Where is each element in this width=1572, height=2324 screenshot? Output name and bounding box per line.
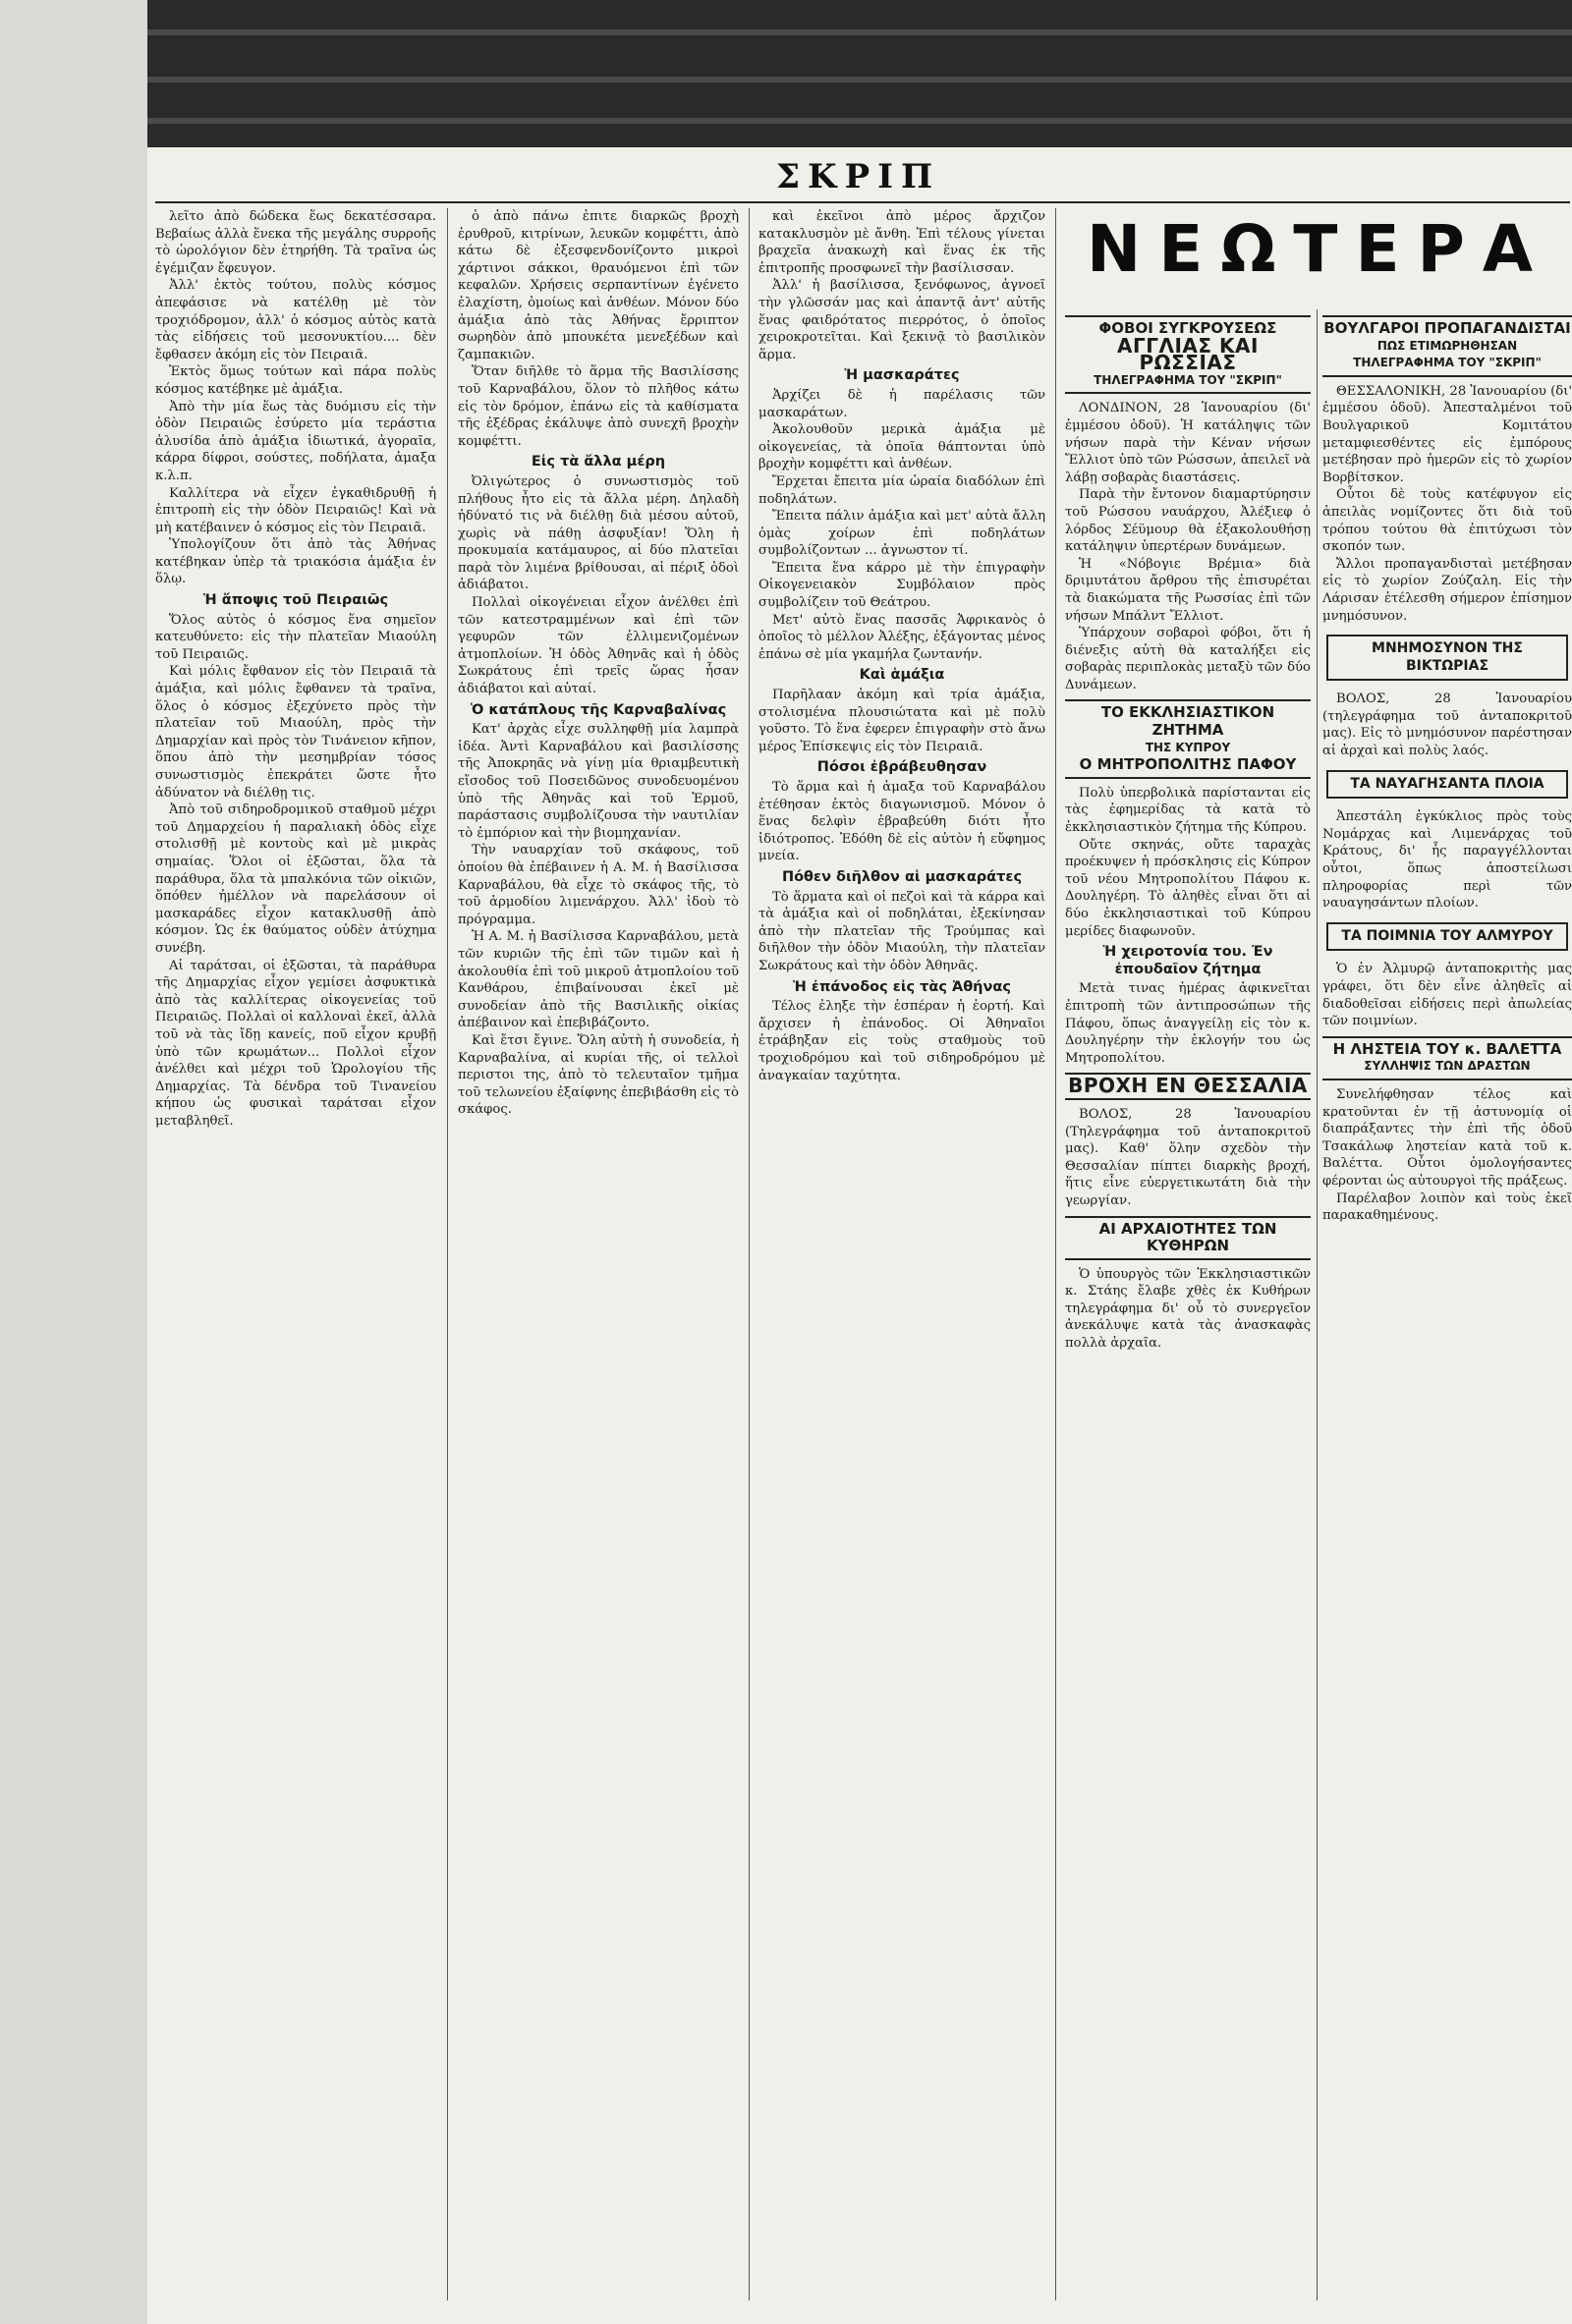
headline-block xyxy=(1065,699,1311,778)
paragraph: Οὔτε σκηνάς, οὔτε ταραχὰς προέκυψεν ἡ πρόσκλησις εἰς Κύπρον τοῦ νέου Μητροπολίτου Πάφου κ. Δουληγέρη. Τὸ ἀληθὲς εἶναι ὅτι αἱ δύο ἐκκλησιαστικαὶ τοῦ Κύπρου μερίδες διαφωνοῦν. xyxy=(1065,837,1311,939)
paragraph: Ἀλλ' ἡ βασίλισσα, ξενόφωνος, ἀγνοεῖ τὴν γλῶσσάν μας καὶ ἀπαντᾷ ἀντ' αὐτῆς ἕνας φαιδρότατος πιερρότος, ὁ ὁποῖος χειροκροτεῖται. Καὶ ξεκινᾷ τὸ βασιλικὸν ἅρμα. xyxy=(758,278,1045,362)
headline: ΤΑ ΝΑΥΑΓΗΣΑΝΤΑ ΠΛΟΙΑ xyxy=(1326,770,1568,800)
headline-block xyxy=(1065,315,1311,394)
headline: ΑΓΓΛΙΑΣ ΚΑΙ ΡΩΣΣΙΑΣ xyxy=(1117,333,1259,375)
paragraph: Κατ' ἀρχὰς εἶχε συλληφθῇ μία λαμπρὰ ἰδέα. Ἀντὶ Καρναβάλου καὶ βασιλίσσης τῆς Ἀποκρηᾶς νὰ γίνῃ μία θριαμβευτικὴ εἴσοδος τοῦ Ποσειδῶνος συνοδευομένου ὑπὸ τῆς Ἀθηνᾶς καὶ τοῦ Ἑρμοῦ, παράστασις συμβολίζουσα τὴν ναυτιλίαν τὸ ἐμπόριον καὶ τὴν βιομηχανίαν. xyxy=(458,722,739,841)
paragraph: Ἀπεστάλη ἐγκύκλιος πρὸς τοὺς Νομάρχας καὶ Λιμενάρχας τοῦ Κράτους, δι' ἧς παραγγέλλονται οὗτοι, ὅπως ἀποστείλωσι πληροφορίας περὶ τῶν ναυαγησάντων πλοίων. xyxy=(1322,809,1572,912)
section-heading: Ἡ χειροτονία του. Ἐν ἐπουδαῖον ζήτημα xyxy=(1102,944,1273,977)
paragraph: Ἔπειτα πάλιν ἁμάξια καὶ μετ' αὐτὰ ἄλλη ὁμὰς χοίρων ἐπὶ ποδηλάτων συμβολίζοντων ... ἀγνωστον τί. xyxy=(758,509,1045,559)
paragraph: Παρέλαβον λοιπὸν καὶ τοὺς ἐκεῖ παρακαθημένους. xyxy=(1322,1190,1572,1224)
headline: Ο ΜΗΤΡΟΠΟΛΙΤΗΣ ΠΑΦΟΥ xyxy=(1079,755,1297,774)
paragraph: ΛΟΝΔΙΝΟΝ, 28 Ἰανουαρίου (δι' ἐμμέσου ὁδοῦ). Ἡ κατάληψις τῶν νήσων παρὰ τὴν Κέναν νήσων Ἔλλιοτ ὑπὸ τῶν Ρώσσων, ἀπειλεῖ νὰ λάβῃ σοβαρὰς διαστάσεις. xyxy=(1065,401,1311,485)
masthead: ΣΚΡΙΠ xyxy=(776,157,941,196)
paragraph: Μετὰ τινας ἡμέρας ἀφικνεῖται ἐπιτροπὴ τῶν ἀντιπροσώπων τῆς Πάφου, ὅπως ἀναγγείλῃ εἰς τὸν κ. Δουληγέρην τὴν ἐκλογήν του ὡς Μητροπολίτου. xyxy=(1065,981,1311,1066)
paragraph: Ἄλλοι προπαγανδισταὶ μετέβησαν εἰς τὸ χωρίον Ζούζαλη. Εἰς τὴν Λάρισαν ἐτέλεσθη σήμερον ἐπίσημον μνημόσυνον. xyxy=(1322,556,1572,624)
headline: ΒΡΟΧΗ ΕΝ ΘΕΣΣΑΛΙΑ xyxy=(1068,1074,1308,1098)
telegram-label: ΤΗΛΕΓΡΑΦΗΜΑ ΤΟΥ "ΣΚΡΙΠ" xyxy=(1353,356,1542,370)
paragraph: Ἐκτὸς ὅμως τούτων καὶ πάρα πολὺς κόσμος κατέβηκε μὲ ἁμάξια. xyxy=(155,364,436,397)
masthead-rule xyxy=(155,201,1570,203)
section-heading: Ἡ ἄποψις τοῦ Πειραιῶς xyxy=(202,592,389,609)
paragraph: Ὁ ἐν Ἀλμυρῷ ἀνταποκριτὴς μας γράφει, ὅτι δὲν εἶνε ἀληθεῖς αἱ διαδοθεῖσαι εἰδήσεις περὶ ἀπωλείας τῶν ποιμνίων. xyxy=(1322,962,1572,1029)
paragraph: Ὅλος αὐτὸς ὁ κόσμος ἕνα σημεῖον κατευθύνετο: εἰς τὴν πλατεῖαν Μιαούλη τοῦ Πειραιῶς. xyxy=(155,612,436,662)
section-heading: Εἰς τὰ ἄλλα μέρη xyxy=(531,454,666,470)
section-heading: Πόθεν διῆλθον αἱ μασκαράτες xyxy=(781,868,1023,885)
paragraph: Αἱ ταράτσαι, οἱ ἐξῶσται, τὰ παράθυρα τῆς Δημαρχίας εἶχον γεμίσει ἀσφυκτικὰ ἀπὸ τὰς καλλίτερας οἰκογενείας τοῦ Πειραιῶς. Πολλαὶ οἱ καλλοναὶ ἐκεῖ, ἀλλὰ τοῦ νὰ τὰς ἴδῃ κανείς, ποῦ εἶχον κρυβῇ ὑπὸ τῶν κρωμάτων... Πολλοὶ εἶχον ἀνέλθει καὶ μέχρι τοῦ Ὡρολογίου τῆς Δημαρχίας. Τὰ δένδρα τοῦ Τινανείου κήπου ὡς φυσικαὶ ταράτσαι εἶχον μεταβληθεῖ. xyxy=(155,958,436,1129)
section-heading: Ὁ κατάπλους τῆς Καρναβαλίνας xyxy=(470,701,727,718)
section-heading: Πόσοι ἐβράβευθησαν xyxy=(816,759,987,776)
paragraph: Παρῆλααν ἀκόμη καὶ τρία ἁμάξια, στολισμένα πλουσιώτατα καὶ μὲ πολὺ γοῦστο. Τὸ ἕνα ἐφερεν ἐπιγραφὴν στὸ ἄνω μέρος Ἐπίσκεψις εἰς τὸν Πειραιᾶ. xyxy=(758,688,1045,754)
paragraph: Ὁ ὑπουργὸς τῶν Ἐκκλησιαστικῶν κ. Στάης ἔλαβε χθὲς ἐκ Κυθήρων τηλεγράφημα δι' οὗ τὸ συνεργεῖον ἀνεκάλυψε κατὰ τὰς ἀνασκαφὰς πολλὰ ἀρχαῖα. xyxy=(1065,1266,1311,1352)
headline-block xyxy=(1065,1073,1311,1100)
paragraph: Καὶ ἔτσι ἔγινε. Ὅλη αὐτὴ ἡ συνοδεία, ἡ Καρναβαλίνα, αἱ κυρίαι τῆς, οἱ τελλοὶ περιστοι της, ἀπὸ τὸ τελευταῖον τμῆμα τοῦ τελωνείου ἐξαίφνης ἐπεβιβάσθη εἰς τὸ σκάφος. xyxy=(458,1032,739,1118)
headline: ΠΩΣ ΕΤΙΜΩΡΗΘΗΣΑΝ xyxy=(1376,338,1518,353)
paragraph: ΘΕΣΣΑΛΟΝΙΚΗ, 28 Ἰανουαρίου (δι' ἐμμέσου ὁδοῦ). Ἀπεσταλμένοι τοῦ Βουλγαρικοῦ Κομιτάτου μεταμφιεσθέντες εἰς ἐμπόρους μετέβησαν πρὸ ἡμερῶν εἰς τὸ χωρίον Βορβίτσκον. xyxy=(1322,383,1572,485)
paragraph: Πολὺ ὑπερβολικὰ παρίστανται εἰς τὰς ἐφημερίδας τὰ κατὰ τὸ ἐκκλησιαστικὸν ζήτημα τῆς Κύπρου. xyxy=(1065,785,1311,836)
paragraph: καὶ ἐκεῖνοι ἀπὸ μέρος ἄρχιζον κατακλυσμὸν μὲ ἄνθη. Ἐπὶ τέλους γίνεται βραχεῖα ἀνακωχὴ καὶ ἕνας ἐκ τῆς ἐπιτροπῆς προσφωνεῖ τὴν βασίλισσαν. xyxy=(758,209,1045,276)
paragraph: Ἡ Α. Μ. ἡ Βασίλισσα Καρναβάλου, μετὰ τῶν κυριῶν τῆς ἐπὶ τῶν τιμῶν καὶ ἡ ἀκολουθία ἐπὶ τοῦ μικροῦ ἀτμοπλοίου τοῦ Κανθάρου, ἐπιβαίνουσαι ἐκεῖ μὲ συνοδείαν ἀπὸ τῆς Βασιλικῆς οἰκίας ἀπέβαινον καὶ ἐπεβιβάζοντο. xyxy=(458,929,739,1031)
paragraph: Παρὰ τὴν ἔντονον διαμαρτύρησιν τοῦ Ρώσσου ναυάρχου, Ἀλέξιεφ ὁ λόρδος Σέϋμουρ θὰ ἐξακολουθήσῃ κατάληψιν ὑπερτέρων δυνάμεων. xyxy=(1065,487,1311,555)
column-5 xyxy=(1322,309,1572,2300)
paragraph: ὁ ἀπὸ πάνω ἐπιτε διαρκῶς βροχὴ ἐρυθροῦ, κιτρίνων, λευκῶν κομφέττι, ἀπὸ κάτω δὲ ἐξεσφενδονίζοντο μικροὶ χάρτινοι σάκκοι, θραυόμενοι ἐπὶ τῶν κεφαλῶν. Χρήσεις σερπαντίνων ἐγένετο ἐλαχίστη, ὁμοίως καὶ ἀνθέων. Μόνον δύο ἁμάξια ἀπὸ τὰς Ἀθήνας ἔρριπτον σωρηδὸν ἀπὸ μπουκέτα μενεξέδων καὶ ζαμπακιῶν. xyxy=(458,209,739,362)
paragraph: λεῖτο ἀπὸ δώδεκα ἕως δεκατέσσαρα. Βεβαίως ἀλλὰ ἕνεκα τῆς μεγάλης συρροῆς τὸ ὡρολόγιον δὲν ἐτηρήθη. Τὰ τραῖνα ὡς ἐγέμιζαν ἔφευγον. xyxy=(155,209,436,276)
headline: ΦΟΒΟΙ ΣΥΓΚΡΟΥΣΕΩΣ xyxy=(1098,319,1277,337)
paragraph: Μετ' αὐτὸ ἕνας πασσᾶς Ἀφρικανὸς ὁ ὁποῖος τὸ μέλλον Ἀλέξης, ἐξάγοντας μένος ἐπάνω σὲ μία γκαμήλα ζωντανήν. xyxy=(758,612,1045,662)
paragraph: Τὸ ἅρμα καὶ ἡ ἁμαξα τοῦ Καρναβάλου ἐτέθησαν ἐκτὸς διαγωνισμοῦ. Μόνον ὁ ἕνας δελφὶν ἐβραβεύθη διότι ἦτο ἰδιότροπος. Ἐδόθη δὲ εἰς αὐτὸν ἡ εὔφημος μνεία. xyxy=(758,780,1045,864)
telegram-label: ΤΗΛΕΓΡΑΦΗΜΑ ΤΟΥ "ΣΚΡΙΠ" xyxy=(1094,372,1282,387)
paragraph: Ὀλιγώτερος ὁ συνωστισμὸς τοῦ πλήθους ἦτο εἰς τὰ ἄλλα μέρη. Δηλαδὴ ἠδύνατό τις νὰ διέλθῃ διὰ μέσου αὐτοῦ, χωρὶς νὰ πάθῃ ἀσφυξίαν! Ὅλη ἡ προκυμαία κατάμαυρος, αἱ δύο πλατεῖαι παρὰ τὸν λιμένα βρίθουσαι, αἱ πέριξ ὁδοὶ ἀδιάβατοι. xyxy=(458,473,739,593)
paragraph: Ἀρχίζει δὲ ἡ παρέλασις τῶν μασκαράτων. xyxy=(758,387,1045,420)
column-2 xyxy=(458,208,739,2300)
paragraph: Συνελήφθησαν τέλος καὶ κρατοῦνται ἐν τῇ ἀστυνομίᾳ οἱ διαπράξαντες τὴν ἐπὶ τῆς ὁδοῦ Τσακάλωφ ληστείαν κατὰ τοῦ κ. Βαλέττα. Οὗτοι ὁμολογήσαντες φέρονται ὡς αὐτουργοὶ τῆς πράξεως. xyxy=(1322,1086,1572,1189)
paragraph: Ἀπὸ τὴν μία ἕως τὰς δυόμισυ εἰς τὴν ὁδὸν Πειραιῶς ἐσύρετο μία τεράστια ἁλυσίδα ἀπὸ ἁμάξια ἰδιωτικά, ἀγοραῖα, κάρρα δίφροι, σούστες, ποδήλατα, ἁμαξα κ.λ.π. xyxy=(155,399,436,483)
headline: ΤΗΣ ΚΥΠΡΟΥ xyxy=(1145,740,1231,754)
headline: ΤΟ ΕΚΚΛΗΣΙΑΣΤΙΚΟΝ ΖΗΤΗΜΑ xyxy=(1100,703,1275,740)
paragraph: Ἡ «Νόβογιε Βρέμια» διὰ δριμυτάτου ἄρθρου τῆς ἐπισυρέται τὰ διακώματα τῆς Ρωσσίας ἐπὶ τῶν νήσων Μπάλντ Ἔλλιοτ. xyxy=(1065,556,1311,624)
paragraph: Ἀλλ' ἐκτὸς τούτου, πολὺς κόσμος ἀπεφάσισε νὰ κατέλθῃ μὲ τὸν τροχιόδρομον, ἀλλ' ὁ κόσμος αὐτὸς κατὰ τὰς εἰδήσεις τοῦ μεσονυκτίου.... δὲν ἔφθασεν ἀκόμη εἰς τὸν Πειραιᾶ. xyxy=(155,278,436,362)
headline-block xyxy=(1065,1216,1311,1260)
column-4 xyxy=(1065,309,1311,2300)
paragraph: Ἀπὸ τοῦ σιδηροδρομικοῦ σταθμοῦ μέχρι τοῦ Δημαρχείου ἡ παραλιακὴ ὁδὸς εἶχε στολισθῇ μὲ κοντοὺς καὶ μὲ μικρὰς σημαίας. Ὅλοι οἱ ἐξῶσται, ὅλα τὰ παράθυρα, ὅλα τὰ μπαλκόνια τῶν οἰκιῶν, ὅπόθεν ἠμέλλον νὰ παρελάσουν οἱ μασκαράδες εἶχον κατακλυσθῇ ἀπὸ κόσμον. Ὡς ἐκ θαύματος οὐδὲν ἀτύχημα συνέβη. xyxy=(155,802,436,956)
headline: ΑΙ ΑΡΧΑΙΟΤΗΤΕΣ ΤΩΝ ΚΥΘΗΡΩΝ xyxy=(1098,1219,1277,1255)
paragraph: Τέλος ἐληξε τὴν ἑσπέραν ἡ ἑορτή. Καὶ ἄρχισεν ἡ ἐπάνοδος. Οἱ Ἀθηναῖοι ἐτράβηξαν εἰς τοὺς σταθμοὺς τοῦ τροχιοδρόμου καὶ τοῦ σιδηροδρόμου μὲ ἀναγκαίαν ταχύτητα. xyxy=(758,999,1045,1083)
headline: ΣΥΛΛΗΨΙΣ ΤΩΝ ΔΡΑΣΤΩΝ xyxy=(1364,1059,1531,1074)
paragraph: Ὑπολογίζουν ὅτι ἀπὸ τὰς Ἀθήνας κατέβηκαν ὑπὲρ τὰ τριακόσια ἁμάξια ἐν ὅλῳ. xyxy=(155,537,436,587)
headline: ΤΑ ΠΟΙΜΝΙΑ ΤΟΥ ΑΛΜΥΡΟΥ xyxy=(1326,922,1568,952)
column-1 xyxy=(155,208,436,2300)
column-divider xyxy=(447,208,448,2300)
neotera-banner: ΝΕΩΤΕΡΑ xyxy=(1087,211,1550,287)
headline: ΒΟΥΛΓΑΡΟΙ ΠΡΟΠΑΓΑΝΔΙΣΤΑΙ xyxy=(1323,319,1571,337)
column-divider xyxy=(1317,309,1318,2300)
paragraph: Καὶ μόλις ἔφθανον εἰς τὸν Πειραιᾶ τὰ ἁμάξια, καὶ μόλις ἔφθανεν τὰ τραῖνα, ὅλος ὁ κόσμος ἐξεχύνετο πρὸς τὴν πλατεῖαν τοῦ Μιαούλη, πρὸς τὴν Δημαρχίαν καὶ πρὸς τὸν Τινάνειον κῆπον, ὅπου ἀπὸ τὴν μεσημβρίαν τόσος συνωστισμὸς ἐπεκράτει ὥστε ἦτο ἀδύνατον νὰ διέλθῃ τις. xyxy=(155,664,436,801)
paragraph: ΒΟΛΟΣ, 28 Ἰανουαρίου (τηλεγράφημα τοῦ ἀνταποκριτοῦ μας). Εἰς τὸ μνημόσυνον παρέστησαν αἱ ἀρχαὶ καὶ πολὺς λαός. xyxy=(1322,692,1572,759)
headline-block xyxy=(1322,1036,1572,1080)
section-heading: Ἡ μασκαράτες xyxy=(844,367,960,384)
column-3 xyxy=(758,208,1045,2300)
paragraph: Τὴν ναυαρχίαν τοῦ σκάφους, τοῦ ὁποίου θὰ ἐπέβαινεν ἡ Α. Μ. ἡ Βασίλισσα Καρναβάλου, θὰ εἶχε τὸ σκάφος τῆς, τὸ τοῦ ἁρμοδίου λιμενάρχου. Ἀλλ' ἰδοὺ τὸ πρόγραμμα. xyxy=(458,843,739,927)
paragraph: ΒΟΛΟΣ, 28 Ἰανουαρίου (Τηλεγράφημα τοῦ ἀνταποκριτοῦ μας). Καθ' ὅλην σχεδὸν τὴν Θεσσαλίαν πίπτει διαρκὴς βροχή, ἥτις εἶνε εὐεργετικωτάτη διὰ τὴν γεωργίαν. xyxy=(1065,1106,1311,1208)
newspaper-page xyxy=(147,0,1572,2324)
column-divider xyxy=(1055,208,1056,2300)
paragraph: Καλλίτερα νὰ εἶχεν ἐγκαθιδρυθῇ ἡ ἐπιτροπὴ εἰς τὴν ὁδὸν Πειραιῶς! Καὶ νὰ μὴ κατέβαινεν ὁ κόσμος εἰς τὸν Πειραιᾶ. xyxy=(155,485,436,535)
top-border-band xyxy=(147,0,1572,147)
paragraph: Ἀκολουθοῦν μερικὰ ἁμάξια μὲ οἰκογενείας, τὰ ὁποῖα θάπτονται ὑπὸ βροχὴν κομφέττι καὶ ἀνθέων. xyxy=(758,422,1045,472)
paragraph: Πολλαὶ οἰκογένειαι εἶχον ἀνέλθει ἐπὶ τῶν κατεστραμμένων καὶ ἐπὶ τῶν γεφυρῶν τῶν ἐλλιμενιζομένων ἀτμοπλοίων. Ἡ ὁδὸς Ἀθηνᾶς καὶ ἡ ὁδὸς Σωκράτους ἐπὶ τρεῖς ὥρας ἦσαν ἀδιάβατοι καὶ αὐταί. xyxy=(458,595,739,697)
headline-block xyxy=(1322,315,1572,377)
paragraph: Ὑπάρχουν σοβαροὶ φόβοι, ὅτι ἡ διένεξις αὐτὴ θὰ καταλήξει εἰς σοβαρὰς περιπλοκὰς μεταξὺ τῶν δύο Δυνάμεων. xyxy=(1065,626,1311,692)
section-heading: Καὶ ἁμάξια xyxy=(859,667,945,684)
headline: Η ΛΗΣΤΕΙΑ ΤΟΥ κ. ΒΑΛΕΤΤΑ xyxy=(1332,1039,1562,1058)
headline: ΜΝΗΜΟΣΥΝΟΝ ΤΗΣ ΒΙΚΤΩΡΙΑΣ xyxy=(1326,635,1568,681)
paragraph: Οὗτοι δὲ τοὺς κατέφυγον εἰς ἀπειλὰς νομίζοντες ὅτι διὰ τοῦ τρόπου τούτου θὰ ἐπιτύχωσι τὸν σκοπόν των. xyxy=(1322,487,1572,555)
column-divider xyxy=(749,208,750,2300)
paragraph: Ἔπειτα ἕνα κάρρο μὲ τὴν ἐπιγραφὴν Οἰκογενειακὸν Συμβόλαιον πρὸς συμβολίζειν τοῦ Θεάτρου. xyxy=(758,560,1045,611)
paragraph: Ἔρχεται ἔπειτα μία ὡραία διαδόλων ἐπὶ ποδηλάτων. xyxy=(758,473,1045,507)
paragraph: Τὸ ἅρματα καὶ οἱ πεζοὶ καὶ τὰ κάρρα καὶ τὰ ἁμάξια καὶ οἱ ποδηλάται, ἐξεκίνησαν ἀπὸ τὴν πλατεῖαν τῆς Τρούμπας καὶ διῆλθον τὴν ὁδὸν Μιαούλη, τὴν πλατεῖαν Σωκράτους καὶ τὴν ὁδὸν Ἀθηνᾶς. xyxy=(758,889,1045,973)
section-heading: Ἡ ἐπάνοδος εἰς τὰς Ἀθήνας xyxy=(793,978,1011,995)
paragraph: Ὅταν διῆλθε τὸ ἅρμα τῆς Βασιλίσσης τοῦ Καρναβάλου, ὅλον τὸ πλῆθος κάτω εἰς τὸν δρόμον, ἐπάνω εἰς τὰ καθίσματα τῆς ἐξέδρας ἐκάλυψε ἀπὸ συνεχῆ βροχὴν κομφέττι. xyxy=(458,364,739,449)
